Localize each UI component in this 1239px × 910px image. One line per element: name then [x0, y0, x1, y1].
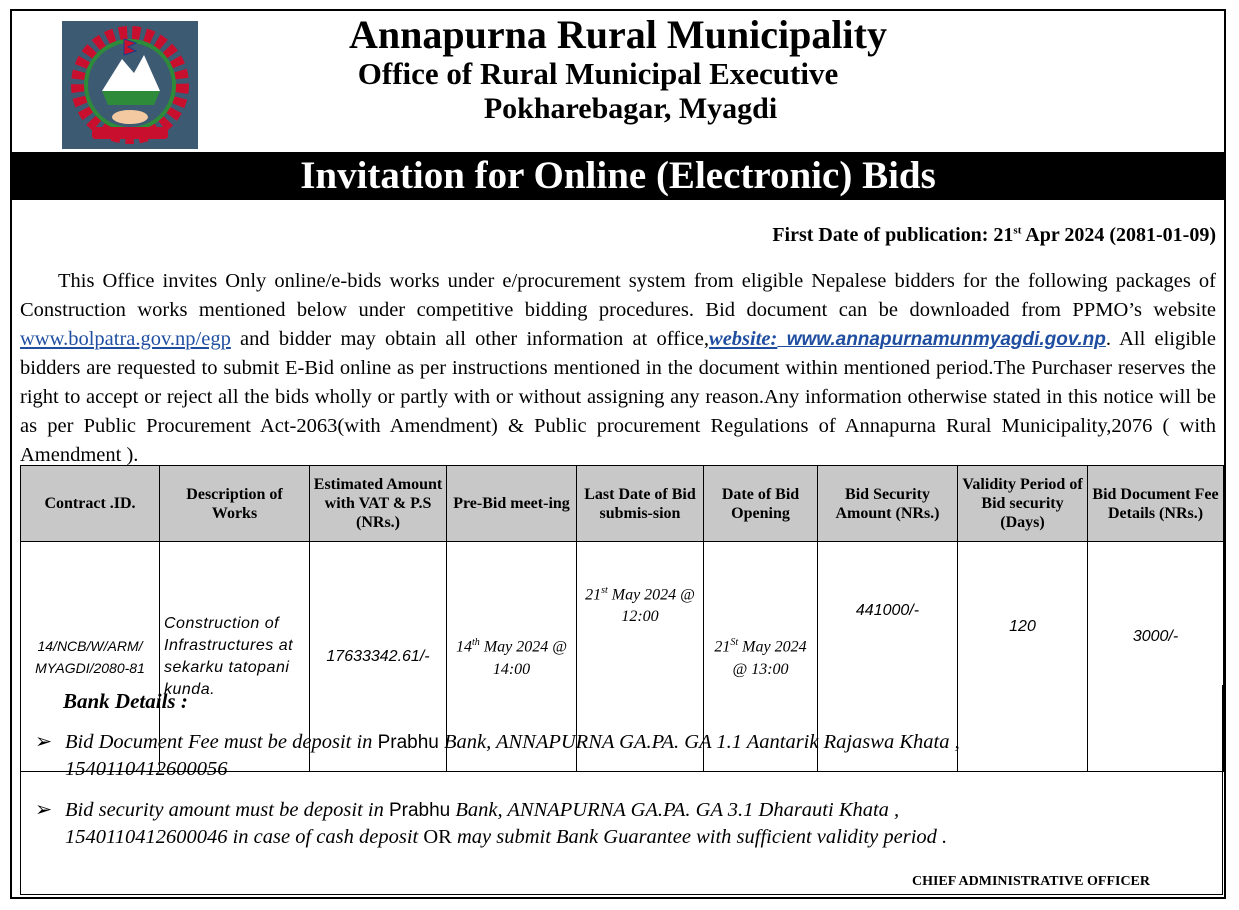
- col-last-date: Last Date of Bid submis-sion: [577, 466, 704, 542]
- opening-day: 21: [714, 638, 731, 656]
- b2-or: OR: [423, 826, 452, 848]
- table-header-row: [21, 466, 1224, 542]
- b2-account: 1540110412600046 in case of cash deposit: [65, 826, 424, 848]
- bank-details: [20, 685, 1223, 895]
- b2-bank: Prabhu: [388, 800, 451, 821]
- publication-date: [772, 224, 1216, 247]
- publication-sup: st: [1013, 224, 1022, 237]
- submission-day: 21: [585, 586, 602, 604]
- prebid-sup: th: [472, 637, 480, 649]
- b1-text-a: Bid Document Fee must be deposit in: [65, 731, 378, 753]
- cell-validity: 120: [958, 542, 1088, 772]
- cell-contract-id: 14/NCB/W/ARM/ MYAGDI/2080-81: [21, 542, 160, 772]
- b2-text-d: may submit Bank Guarantee with sufficient validity period .: [451, 826, 948, 848]
- arrow-bullet-icon: ➢: [35, 731, 53, 753]
- col-contract-id: Contract .ID.: [21, 466, 160, 542]
- office-location: Pokharebagar, Myagdi: [483, 92, 778, 125]
- header: [12, 11, 1224, 151]
- notice-frame: [10, 9, 1226, 899]
- ppmo-link[interactable]: www.bolpatra.gov.np/egp: [20, 328, 231, 350]
- opening-sup: St: [730, 637, 739, 649]
- notice-text-1: This Office invites Only online/e-bids works under e/procurement system from eligible Nepalese bidders for the following packages of Construction works mentioned below under competitive bidding procedures. Bid document can be downloaded from PPMO’s website: [20, 270, 1216, 321]
- arrow-bullet-icon: ➢: [35, 799, 53, 821]
- b2-text-a: Bid security amount must be deposit in: [65, 799, 389, 821]
- notice-paragraph: [20, 267, 1216, 470]
- col-prebid-meeting: Pre-Bid meet-ing: [447, 466, 577, 542]
- b1-text-b: Bank, ANNAPURNA GA.PA. GA 1.1 Aantarik Rajaswa Khata ,: [438, 731, 960, 753]
- cell-fee: 3000/-: [1088, 542, 1224, 772]
- notice-banner: Invitation for Online (Electronic) Bids: [12, 152, 1224, 200]
- col-estimated-amount: Estimated Amount with VAT & P.S (NRs.): [310, 466, 447, 542]
- col-validity: Validity Period of Bid security (Days): [958, 466, 1088, 542]
- org-name: Annapurna Rural Municipality: [349, 12, 887, 57]
- col-bid-security: Bid Security Amount (NRs.): [818, 466, 958, 542]
- signoff: CHIEF ADMINISTRATIVE OFFICER: [911, 874, 1150, 889]
- bank-details-title: Bank Details :: [63, 689, 188, 713]
- website-link[interactable]: www.annapurnamunmyagdi.gov.np: [777, 329, 1106, 350]
- publication-rest: Apr 2024 (2081-01-09): [1021, 224, 1216, 246]
- col-opening-date: Date of Bid Opening: [704, 466, 818, 542]
- cell-security: 441000/-: [818, 542, 958, 772]
- b2-text-b: Bank, ANNAPURNA GA.PA. GA 3.1 Dharauti Khata ,: [450, 799, 900, 821]
- prebid-day: 14: [456, 638, 473, 656]
- prebid-rest: May 2024 @ 14:00: [479, 638, 567, 678]
- office-name: Office of Rural Municipal Executive: [357, 56, 839, 91]
- b1-bank: Prabhu: [377, 732, 439, 753]
- col-fee: Bid Document Fee Details (NRs.): [1088, 466, 1224, 542]
- b1-account: 1540110412600056: [65, 758, 228, 780]
- notice-text-2: and bidder may obtain all other information at office,: [230, 328, 710, 350]
- notice-text-3: . All eligible bidders are requested to submit E-Bid online as per instructions mentioned in the document within mentioned period.The Purchaser reserves the right to accept or reject all the bids wholly or partly with or without assigning any reason.Any information otherwise stated in this notice will be as per Public Procurement Act-2063(with Amendment) & Public procurement Regulations of Annapurna Rural Municipality,2076 ( with Amendment ).: [20, 328, 1216, 466]
- cell-description: Construction of Infrastructures at sekarku tatopani kunda.: [160, 542, 310, 772]
- website-label: website:: [709, 328, 778, 350]
- submission-rest: May 2024 @ 12:00: [607, 586, 695, 626]
- opening-rest: May 2024 @ 13:00: [732, 638, 807, 678]
- submission-sup: st: [601, 585, 608, 596]
- publication-label: First Date of publication: 21: [772, 224, 1014, 246]
- cell-amount: 17633342.61/-: [310, 542, 447, 772]
- col-description: Description of Works: [160, 466, 310, 542]
